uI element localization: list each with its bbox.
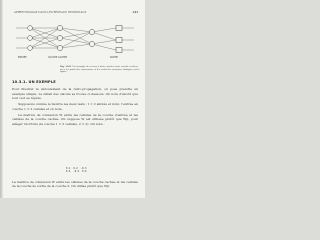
output-neuron: [89, 29, 94, 34]
paragraph: La matrice de connexion W entre les cellules de la couche d'entrée et les cellules de la couche cachée. On suppose W est utilisée plutôt que Wji, pour alléger l'écriture (la couche 1 = 2 cellules, 2 = 2). On note :: [12, 112, 138, 126]
weight-matrix: [66, 167, 86, 173]
output-unit-box: [116, 38, 122, 43]
figure-caption-text: Un exemple de réseau à trois couches (une couche cachée) avec les poids des connexions et les seuils des neurones indiqués sur la figure.: [60, 65, 140, 74]
paragraph: Pour illustrer le déroulement de la rétro-propagation, on pose prendre un exemple simple. Le détail des calculs se trouve ci-dessous. On note d'abord que tout ceci se répète.: [12, 87, 138, 101]
figure-number: Fig. 10.8.: [60, 65, 72, 68]
output-unit-box: [116, 48, 122, 53]
input-neuron: [28, 26, 33, 31]
figure-caption: [60, 66, 140, 74]
paragraph: Supposons comme le montre les deux tests : I = 2 allotés et donc, l'entrée en couche 1 = 2 cellules et on note.: [12, 102, 138, 111]
closing-paragraph: La matrice de connexion W entre les cellules de la couche cachée et les cellules de la couche de sortie de la couche 2. On utilise plutôt que Wji.: [12, 180, 138, 189]
layer-label-input: ENTRÉE: [18, 56, 27, 59]
connection: [92, 44, 116, 50]
body-text: [12, 87, 138, 128]
connection: [60, 44, 92, 48]
section-title: 10.3.1. UN EXEMPLE: [12, 80, 56, 84]
layer-labels: [18, 56, 118, 59]
layer-label-hidden: COUCHE CACHÉE: [48, 56, 68, 59]
connection: [60, 28, 92, 44]
output-neuron: [89, 41, 94, 46]
matrix-cell: 0.2: [73, 167, 78, 170]
connection: [60, 38, 92, 44]
matrix-cell: -0.3: [80, 167, 87, 170]
matrix-cell: 0.4: [66, 170, 71, 173]
hidden-neuron: [57, 25, 62, 30]
connection: [60, 32, 92, 38]
output-unit-box: [116, 26, 122, 31]
hidden-neuron: [57, 35, 62, 40]
network-diagram: [12, 18, 142, 64]
connection: [60, 28, 92, 32]
page-number: 243: [132, 11, 138, 14]
connection: [92, 40, 116, 44]
matrix-row: [66, 170, 86, 173]
connection: [60, 32, 92, 48]
input-neuron: [28, 46, 33, 51]
running-title: APPRENTISSAGE DANS LES RÉSEAUX NEURONAUX: [14, 11, 87, 14]
running-header: [14, 11, 140, 15]
connection: [92, 32, 116, 40]
neural-network-figure: [12, 18, 142, 64]
matrix-cell: -0.5: [73, 170, 80, 173]
matrix-cell: 0.6: [82, 170, 87, 173]
layer-label-output: SORTIE: [110, 56, 118, 59]
connection: [92, 28, 116, 32]
input-neuron: [28, 36, 33, 41]
matrix-cell: 0.1: [66, 167, 71, 170]
hidden-neuron: [57, 45, 62, 50]
